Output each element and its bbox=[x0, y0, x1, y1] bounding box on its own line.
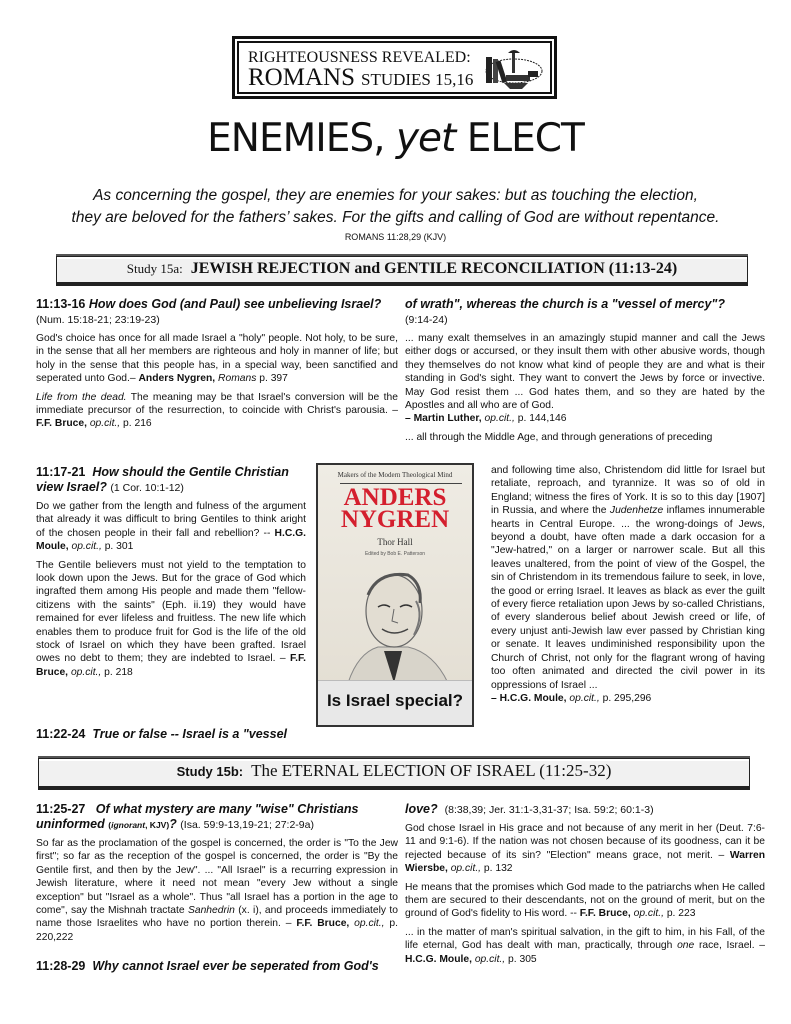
epigraph-line: As concerning the gospel, they are enemies for your sakes: but as touching the election, bbox=[93, 187, 698, 204]
question-11-22-24-start bbox=[36, 727, 311, 742]
series-header-inner bbox=[237, 41, 552, 94]
book-editor: Edited by Bob E. Patterson bbox=[364, 551, 426, 557]
quote-italic: Sanhedrin bbox=[187, 905, 235, 917]
question-11-28-29 bbox=[405, 802, 765, 971]
book-cover bbox=[318, 465, 472, 683]
quote-italic: one bbox=[677, 940, 695, 952]
book-writer: Thor Hall bbox=[377, 537, 413, 547]
question-heading bbox=[36, 297, 398, 328]
quote-work: op.cit., bbox=[354, 918, 385, 930]
quote-work: op.cit., bbox=[450, 863, 482, 875]
book-author-line: NYGREN bbox=[340, 506, 450, 533]
section-heading: The ETERNAL ELECTION OF ISRAEL (11:25-32) bbox=[251, 761, 612, 780]
quote-page: p. 301 bbox=[101, 541, 134, 553]
quote-author: F.F. Bruce, bbox=[36, 653, 306, 678]
cross-refs: (8:38,39; Jer. 31:1-3,31-37; Isa. 59:2; 60:1-3) bbox=[444, 804, 654, 816]
cross-refs: (9:14-24) bbox=[405, 314, 448, 326]
question-note bbox=[108, 820, 169, 830]
quote-work: op.cit., bbox=[474, 953, 506, 965]
quote-work: op.cit., bbox=[70, 666, 102, 678]
paren: ( bbox=[108, 820, 112, 830]
verse-ref: 11:25-27 bbox=[36, 802, 86, 816]
books-and-lamp-icon bbox=[478, 47, 544, 93]
quote bbox=[36, 500, 306, 554]
question-text: love? bbox=[405, 802, 438, 816]
quote bbox=[36, 391, 398, 431]
question-heading-continued bbox=[405, 802, 765, 818]
section-header-15a bbox=[56, 256, 748, 286]
quote-text: and following time also, Christendom did little for Israel but retaliate, reproach, and tyrannize. It was so of old in England; witness the fires of York. It is so to this day [1907] in Russia, and where the bbox=[491, 465, 765, 517]
question-11-22-24 bbox=[405, 297, 765, 444]
question-text: Why cannot Israel ever be seperated from God's bbox=[92, 959, 379, 974]
quote-lead: ... all through the Middle Age, and through generations of preceding bbox=[405, 431, 713, 443]
page-title bbox=[0, 116, 791, 161]
title-part-yet: yet bbox=[395, 116, 456, 161]
quote-page: p. 305 bbox=[505, 953, 537, 965]
quote-italic: Life from the dead. bbox=[36, 391, 127, 403]
quote-page: p. 223 bbox=[663, 908, 696, 920]
book-author bbox=[318, 484, 472, 533]
question-11-17-21 bbox=[36, 465, 306, 684]
quote-moule-continued bbox=[491, 464, 765, 710]
section-header-15b bbox=[38, 758, 750, 790]
quote-author: Anders Nygren, bbox=[138, 373, 216, 385]
verse-ref: 11:22-24 bbox=[36, 727, 86, 741]
quote bbox=[491, 464, 765, 705]
quote-author: F.F. Bruce, bbox=[296, 918, 350, 930]
quote-text: The meaning may be that Israel's conversion will be the immediate precursor of the resurrection, to coincide with Christ's parousia. – bbox=[36, 391, 398, 417]
quote-author: – Martin Luther, bbox=[405, 413, 482, 425]
quote-text: ... many exalt themselves in an amazingly stupid manner and call the Jews either dogs or accursed, or they insult them with other abusive words, though they themselves do not know what kind of people they are and what is their standing in God's sight. They want to convert the Jews by force or invective. May God resist them ... God hates them, and so they are hated by the Apostles and all who are of God. bbox=[405, 333, 765, 412]
cross-refs: (Num. 15:18-21; 23:19-23) bbox=[36, 314, 160, 326]
quote-page: p. 218 bbox=[101, 666, 133, 678]
series-title: RIGHTEOUSNESS REVEALED: bbox=[248, 49, 471, 66]
verse-ref: 11:28-29 bbox=[36, 959, 86, 974]
quote-work: op.cit., bbox=[71, 541, 102, 553]
series-header bbox=[232, 36, 557, 99]
quote-page: p. 216 bbox=[120, 418, 152, 430]
quote-work: op.cit., bbox=[89, 418, 121, 430]
quote-work: Romans bbox=[218, 373, 257, 385]
note-italic: ignorant bbox=[111, 820, 146, 830]
quote-text: So far as the proclamation of the gospel is concerned, the order is "To the Jew first"; so far as the reception of the gospel is concerned, the order is "By the Gentile first, and then by the Jew". ... "All Israel" is a recurring expression in Jewish literature, where it need not mean "every Jew without a single exception" but "Israel as a whole". Thus "all Israel has a portion in the age to come", say the Mishnah tractate bbox=[36, 838, 398, 917]
question-heading bbox=[36, 959, 398, 974]
question-heading bbox=[36, 465, 306, 496]
quote-author: H.C.G. Moule, bbox=[36, 527, 306, 553]
question-11-13-16 bbox=[36, 297, 398, 436]
question-text: of wrath", whereas the church is a "vessel of mercy"? bbox=[405, 297, 725, 311]
question-heading bbox=[36, 802, 398, 833]
quote-text: God chose Israel in His grace and not because of any merit in her (Deut. 7:6-11 and 9:1-6). If the nation was not chosen because of its goodness, can it be rejected because of its sin? "Election" means grace, not merit. – bbox=[405, 823, 765, 861]
portrait-illustration bbox=[318, 561, 472, 683]
quote-page: p. 144,146 bbox=[514, 413, 567, 425]
section-label: Study 15b: bbox=[176, 764, 244, 779]
quote-author: F.F. Bruce, bbox=[36, 418, 87, 430]
epigraph-reference: ROMANS 11:28,29 (KJV) bbox=[344, 232, 447, 242]
figure-caption: Is Israel special? bbox=[318, 680, 472, 725]
quote bbox=[36, 559, 306, 680]
quote-text: The Gentile believers must not yield to the temptation to look down upon the Jews. But for the grace of God which ingrafted them among His people and made them "fellow-citizens with the saints" (Eph. ii.19) they would have remained for ever lifeless and fruitless. The new life which enables them to produce fruit for God is the life of the old stock of Israel on which they have been grafted. Israel owes no debt to them; they are indebted to Israel. – bbox=[36, 559, 306, 665]
book-title bbox=[248, 64, 473, 92]
quote-author: H.C.G. Moule, bbox=[405, 953, 472, 965]
quote bbox=[36, 837, 398, 944]
quote-text: He means that the promises which God made to the patriarchs when He called them are secured to their descendants, not on the ground of merit, but on the ground of God's fidelity to His word. -- bbox=[405, 881, 765, 920]
question-text: Of what mystery are many "wise" Christians uninformed bbox=[36, 802, 359, 831]
question-mark: ? bbox=[169, 817, 177, 831]
quote-text: God's choice has once for all made Israel a "holy" people. Not holy, to be sure, in the sense that all her members are righteous and holy in manner of life; but holy in the sense that this people has, in a special way, been sanctified and seperated unto God.– bbox=[36, 333, 398, 385]
book-name: ROMANS bbox=[248, 64, 355, 91]
book-author-line: ANDERS bbox=[343, 484, 447, 511]
quote-work: op.cit., bbox=[484, 413, 515, 425]
quote-text: race, Israel. – bbox=[694, 940, 765, 952]
title-part-enemies: ENEMIES, bbox=[207, 116, 385, 161]
quote-author: F.F. Bruce, bbox=[579, 908, 631, 920]
quote-work: op.cit., bbox=[633, 908, 664, 920]
quote-work: op.cit., bbox=[569, 692, 600, 704]
quote bbox=[405, 332, 765, 426]
cross-refs: (1 Cor. 10:1-12) bbox=[110, 482, 184, 494]
quote-page: p. 295,296 bbox=[599, 692, 652, 704]
quote-author: – H.C.G. Moule, bbox=[491, 692, 567, 704]
quote bbox=[405, 822, 765, 876]
verse-ref: 11:13-16 bbox=[36, 297, 86, 311]
section-label: Study 15a: bbox=[126, 261, 183, 276]
title-part-elect: ELECT bbox=[466, 116, 584, 161]
quote-text: (x. i), and proceeds immediately to name those Israelites who have no portion therein. – bbox=[36, 905, 398, 930]
quote bbox=[36, 332, 398, 386]
question-heading-continued bbox=[405, 297, 765, 328]
question-11-25-27 bbox=[36, 802, 398, 974]
section-heading: JEWISH REJECTION and GENTILE RECONCILIATION (11:13-24) bbox=[190, 260, 678, 277]
quote-author: Warren Wiersbe, bbox=[405, 849, 765, 875]
quote-text: inflames innumerable hearts in Central Europe. ... the wrong-doings of Jews, beyond a doubt, have often made a dark occasion for a "Jew-hatred," on a larger or narrower scale. But all this leaves unaltered, from the point of view of the Gospel, the sin of Christendom in its tremendous failure to seek, in love, the good or erring Israel. It leaves as black as ever the guilt of every fierce retaliation upon Jews by so-called Christians, of every slanderous belief about Jewish creed or life, of every unjust anti-Jewish law ever passed by Christian king or senate. It leaves undiminished responsibility upon the Church of Christ, not only for the flagrant wrong of having too often animated and directed the civil power in its oppressions of Israel ... bbox=[491, 505, 765, 691]
quote-page: p. 397 bbox=[256, 373, 288, 385]
epigraph bbox=[0, 185, 791, 229]
verse-ref: 11:17-21 bbox=[36, 465, 86, 479]
book-series: Makers of the Modern Theological Mind bbox=[337, 471, 453, 479]
quote-text: Do we gather from the length and fulness of the argument that already it was difficult to bring Gentiles to think aright of the chosen people in their fall and rebellion? -- bbox=[36, 501, 306, 539]
epigraph-line: they are beloved for the fathers’ sakes. For the gifts and calling of God are without repentance. bbox=[71, 209, 720, 226]
quote-text: ... in the matter of man's spiritual salvation, in the gift to him, in his Fall, of the life eternal, God has dealt with man, practically, through bbox=[405, 926, 765, 952]
studies-label: STUDIES 15,16 bbox=[360, 70, 474, 89]
question-heading bbox=[36, 727, 311, 742]
quote bbox=[405, 881, 765, 921]
question-text: How should the Gentile Christian view Israel? bbox=[36, 465, 289, 494]
book-cover-figure bbox=[316, 463, 474, 727]
note-rest: , KJV) bbox=[145, 820, 170, 830]
quote-italic: Judenhetze bbox=[609, 505, 664, 517]
question-text: How does God (and Paul) see unbelieving Israel? bbox=[88, 297, 382, 311]
question-text: True or false -- Israel is a "vessel bbox=[92, 727, 288, 741]
cross-refs: (Isa. 59:9-13,19-21; 27:2-9a) bbox=[180, 819, 314, 831]
quote bbox=[405, 926, 765, 966]
quote-page: p. 132 bbox=[481, 863, 513, 875]
quote-page: p. 220,222 bbox=[36, 918, 398, 943]
